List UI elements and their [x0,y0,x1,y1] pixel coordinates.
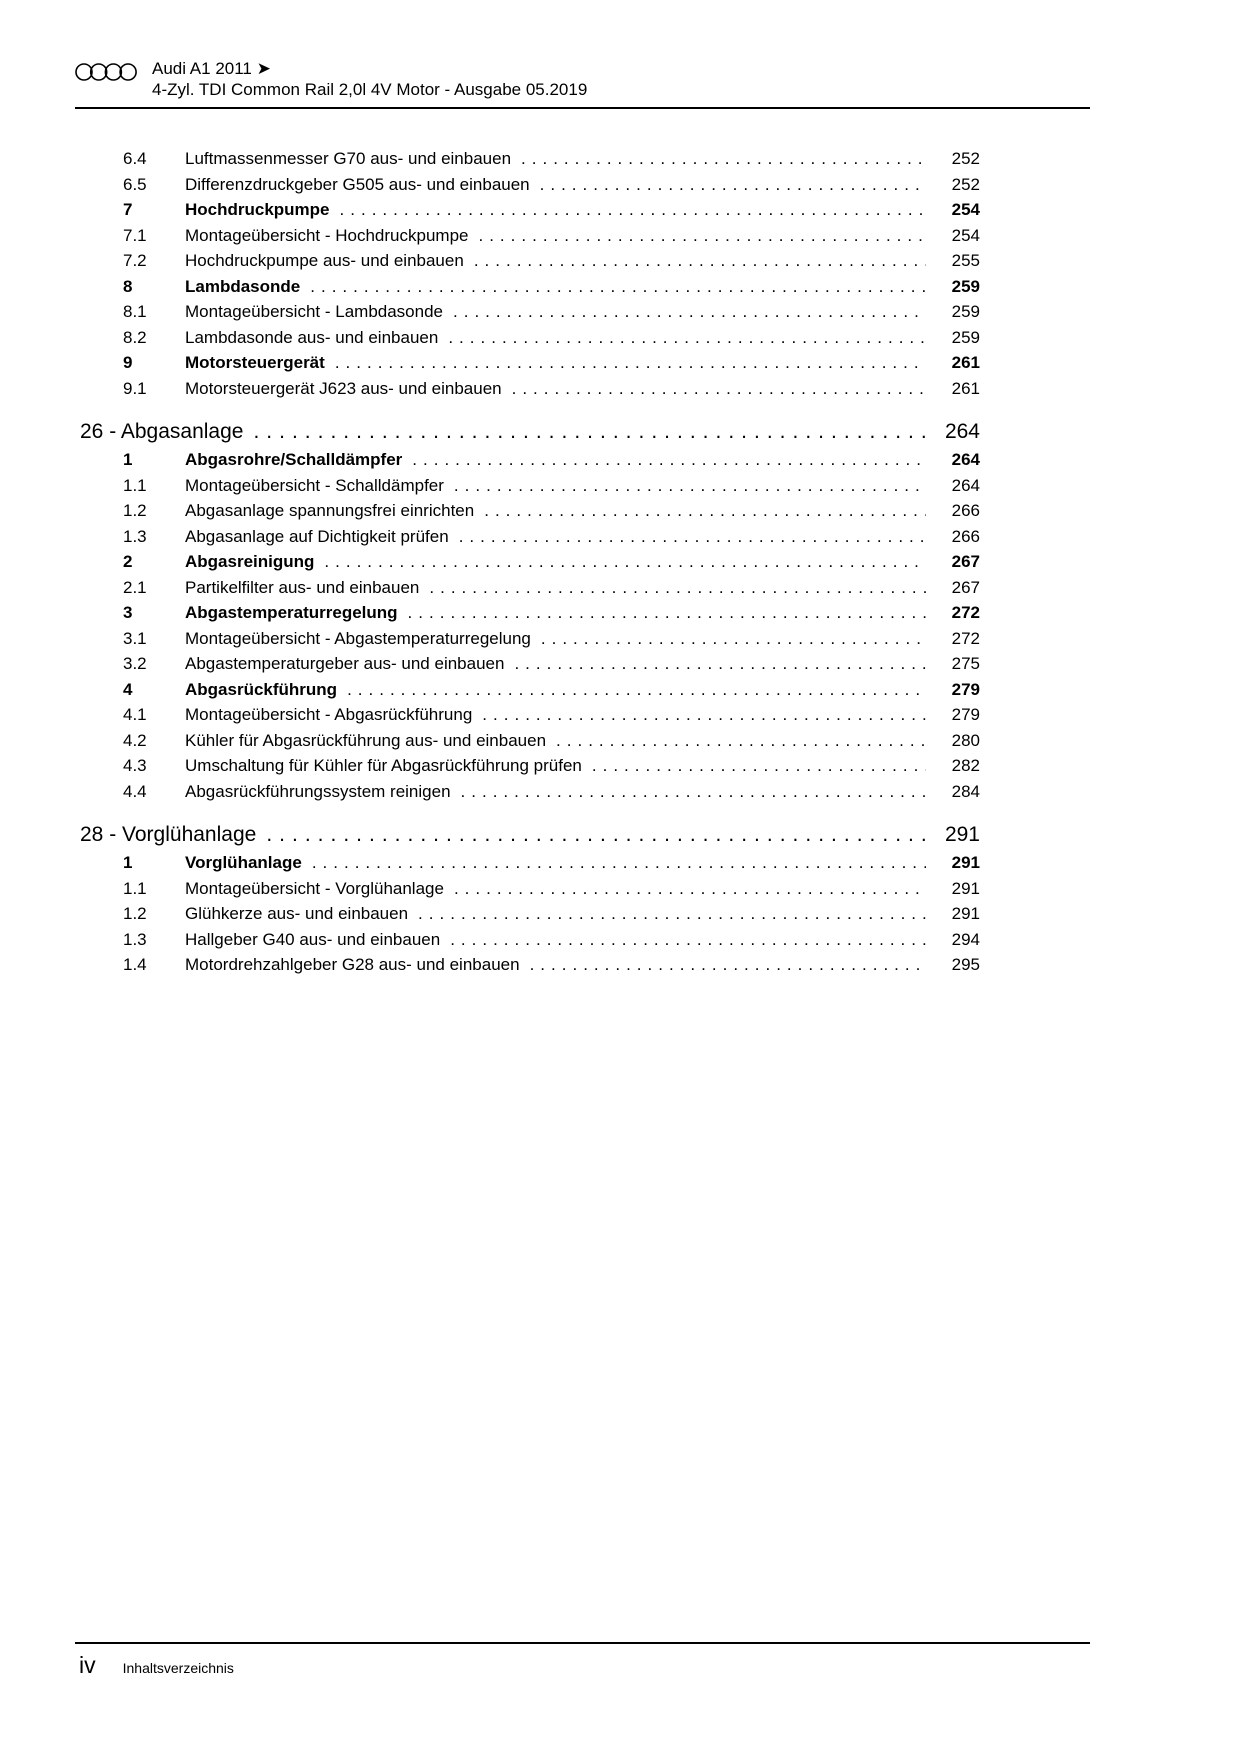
dot-leader [592,756,926,776]
dot-leader [312,853,926,873]
dot-leader [541,629,926,649]
dot-leader [540,175,926,195]
entry-title: Abgastemperaturgeber aus- und einbauen [185,654,505,673]
toc-sub-row [75,149,980,175]
chapter-label: 26 - Abgasanlage [80,420,244,443]
toc-section-row [75,353,980,379]
dot-leader [514,654,926,674]
toc-sub-row [75,731,980,757]
footer-page-number: iv [79,1652,96,1678]
entry-number: 9 [123,353,133,372]
entry-title: Montageübersicht - Hochdruckpumpe [185,225,469,245]
entry-title: Montageübersicht - Schalldämpfer [185,475,444,495]
entry-title: Montageübersicht - Vorglühanlage [185,878,444,898]
toc-sub-row [75,904,980,930]
entry-title: Glühkerze aus- und einbauen [185,904,409,923]
toc-sub-row [75,251,980,277]
entry-title: Abgasanlage spannungsfrei einrichten [185,501,475,520]
toc-sub-row [75,654,980,680]
entry-number: 3 [123,603,133,622]
toc-sub-row [75,578,980,604]
entry-number: 1.2 [123,501,147,520]
dot-leader [484,501,926,521]
entry-number: 1 [123,853,133,872]
toc-sub-row [75,756,980,782]
toc-section-row [75,200,980,226]
toc-sub-row [75,782,980,808]
dot-leader [461,782,926,802]
page-number: 279 [951,679,980,699]
entry-number: 1.4 [123,955,147,974]
page-number: 275 [951,654,980,673]
header-engine-line: 4-Zyl. TDI Common Rail 2,0l 4V Motor - Ausgabe 05.2019 [152,80,588,99]
dot-leader [418,904,926,924]
entry-title: Abgasanlage auf Dichtigkeit prüfen [185,526,449,546]
page-number: 264 [944,420,980,443]
entry-title: Hochdruckpumpe [185,200,330,219]
entry-number: 3.2 [123,654,147,673]
audi-rings-icon [75,61,137,83]
page-number: 264 [951,450,980,469]
dot-leader [512,379,926,399]
page-number: 294 [951,929,980,949]
entry-title: Hallgeber G40 aus- und einbauen [185,929,441,949]
toc-sub-row [75,501,980,527]
entry-number: 6.5 [123,174,147,194]
entry-number: 7.1 [123,225,147,245]
entry-title: Differenzdruckgeber G505 aus- und einbauen [185,174,530,194]
toc-sub-row [75,379,980,405]
toc-section-row [75,853,980,879]
entry-title: Montageübersicht - Abgastemperaturregelung [185,628,531,648]
entry-number: 1.2 [123,904,147,923]
dot-leader [412,450,926,470]
page-number: 261 [951,353,980,372]
toc-section-row [75,603,980,629]
entry-title: Lambdasonde [185,276,301,296]
dot-leader [335,353,926,373]
dot-leader [448,328,926,348]
entry-number: 7.2 [123,251,147,270]
entry-number: 6.4 [123,149,147,168]
page-number: 267 [951,577,980,597]
entry-number: 8.1 [123,302,147,321]
page-number: 295 [951,955,980,974]
toc-sub-row [75,930,980,956]
dot-leader [454,476,926,496]
entry-number: 3.1 [123,628,147,648]
toc-sub-row [75,476,980,502]
toc-sub-row [75,955,980,981]
page-number: 272 [951,628,980,648]
dot-leader [310,277,926,297]
toc-sub-row [75,879,980,905]
entry-title: Motordrehzahlgeber G28 aus- und einbauen [185,955,520,974]
toc-sub-row [75,629,980,655]
page-number: 266 [951,526,980,546]
toc-section-row [75,277,980,303]
footer-rule [75,1642,1090,1644]
page-number: 264 [951,475,980,495]
chapter-label: 28 - Vorglühanlage [80,823,257,846]
toc-list [75,149,980,981]
entry-number: 4.2 [123,730,147,750]
entry-number: 4.1 [123,705,147,724]
entry-title: Lambdasonde aus- und einbauen [185,327,439,347]
toc-sub-row [75,328,980,354]
entry-title: Kühler für Abgasrückführung aus- und einbauen [185,730,547,750]
dot-leader [340,200,926,220]
entry-title: Vorglühanlage [185,853,302,872]
page-number: 280 [951,730,980,750]
page-number: 291 [951,853,980,872]
toc-section-row [75,680,980,706]
page-number: 291 [944,823,980,846]
entry-title: Montageübersicht - Abgasrückführung [185,705,473,724]
entry-number: 1.3 [123,526,147,546]
entry-number: 9.1 [123,378,147,398]
page-number: 259 [951,302,980,321]
entry-number: 1 [123,450,133,469]
entry-number: 8 [123,276,133,296]
page-footer [75,1635,1090,1678]
entry-number: 1.3 [123,929,147,949]
entry-number: 2.1 [123,577,147,597]
entry-title: Abgasrückführung [185,679,338,699]
page-number: 272 [951,603,980,622]
footer-section-label: Inhaltsverzeichnis [122,1660,234,1676]
entry-number: 8.2 [123,327,147,347]
entry-title: Motorsteuergerät J623 aus- und einbauen [185,378,502,398]
entry-title: Partikelfilter aus- und einbauen [185,577,420,597]
toc-section-row [75,450,980,476]
toc-sub-row [75,705,980,731]
entry-number: 1.1 [123,475,147,495]
page-number: 254 [951,200,980,219]
entry-number: 4.3 [123,756,147,775]
entry-number: 2 [123,552,133,571]
dot-leader [556,731,926,751]
page-number: 284 [951,781,980,801]
page-number: 259 [951,327,980,347]
entry-title: Luftmassenmesser G70 aus- und einbauen [185,149,512,168]
entry-number: 7 [123,200,133,219]
entry-title: Abgasrohre/Schalldämpfer [185,450,403,469]
dot-leader [253,420,926,444]
dot-leader [266,823,926,847]
dot-leader [450,930,926,950]
page-number: 252 [951,174,980,194]
entry-title: Montageübersicht - Lambdasonde [185,302,443,321]
page-number: 267 [951,552,980,571]
toc-sub-row [75,175,980,201]
entry-number: 1.1 [123,878,147,898]
toc-sub-row [75,226,980,252]
page-number: 259 [951,276,980,296]
page-number: 254 [951,225,980,245]
page-number: 291 [951,878,980,898]
dot-leader [474,251,926,271]
entry-number: 4 [123,679,133,699]
page-number: 255 [951,251,980,270]
dot-leader [324,552,926,572]
page-header [75,58,1090,109]
dot-leader [521,149,926,169]
entry-title: Abgasreinigung [185,552,315,571]
page-number: 279 [951,705,980,724]
dot-leader [478,226,926,246]
toc-sub-row [75,302,980,328]
header-title-block [152,58,587,100]
page-number: 261 [951,378,980,398]
header-model-line: Audi A1 2011 ➤ [152,59,271,78]
dot-leader [454,879,926,899]
page-number: 282 [951,756,980,775]
dot-leader [459,527,926,547]
page-number: 291 [951,904,980,923]
entry-title: Abgastemperaturregelung [185,603,398,622]
dot-leader [347,680,926,700]
dot-leader [482,705,926,725]
header-rule [75,107,1090,109]
toc-chapter-row [75,420,980,450]
entry-number: 4.4 [123,781,147,801]
toc-sub-row [75,527,980,553]
dot-leader [530,955,926,975]
entry-title: Hochdruckpumpe aus- und einbauen [185,251,464,270]
toc-chapter-row [75,823,980,853]
toc-section-row [75,552,980,578]
entry-title: Motorsteuergerät [185,353,325,372]
page-number: 266 [951,501,980,520]
entry-title: Abgasrückführungssystem reinigen [185,781,451,801]
dot-leader [453,302,926,322]
dot-leader [429,578,926,598]
page-number: 252 [951,149,980,168]
entry-title: Umschaltung für Kühler für Abgasrückführung prüfen [185,756,582,775]
dot-leader [408,603,926,623]
